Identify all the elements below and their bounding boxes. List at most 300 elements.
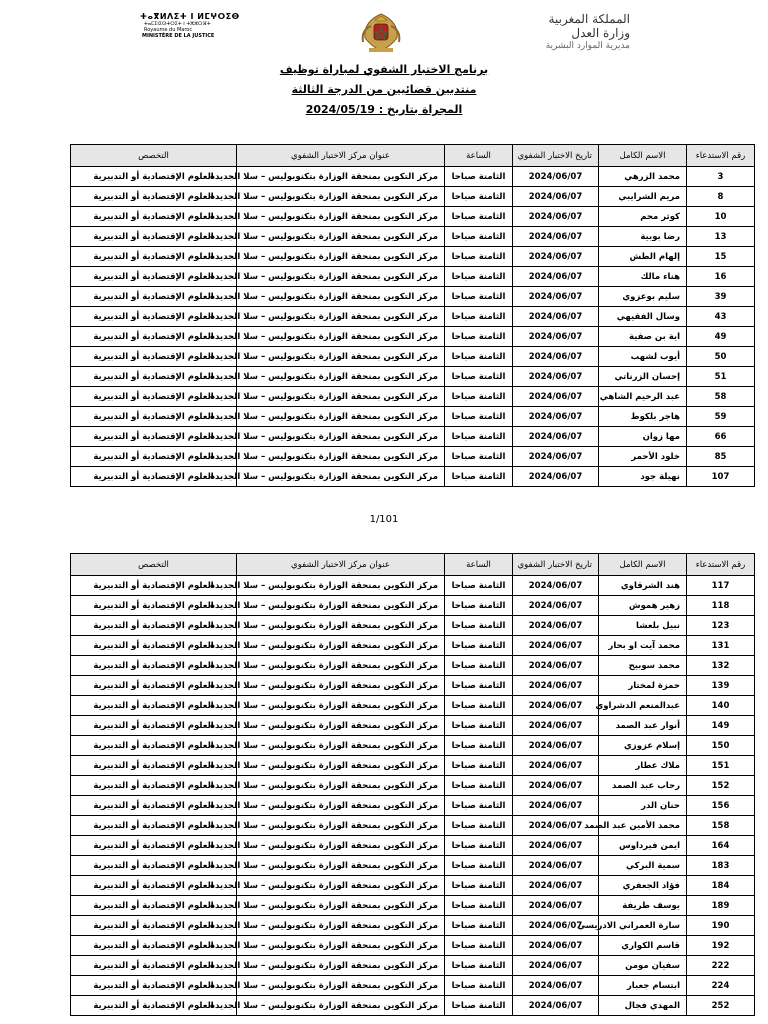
exam-time-cell: الثامنة صباحا <box>445 576 513 596</box>
full-name-cell: هند الشرقاوي <box>599 576 687 596</box>
exam-time-cell: الثامنة صباحا <box>445 916 513 936</box>
exam-address-cell: مركز التكوين بمنحقة الوزارة بتكنوبوليس – سلا الجديدة <box>237 307 445 327</box>
table-row <box>71 736 755 756</box>
header-exam-date: تاريخ الاختبار الشفوي <box>513 554 599 576</box>
ministere-text: MINISTÈRE DE LA JUSTICE <box>142 33 215 39</box>
convocation-number-cell: 131 <box>687 636 755 656</box>
table-row <box>71 287 755 307</box>
table-row <box>71 816 755 836</box>
exam-address-cell: مركز التكوين بمنحقة الوزارة بتكنوبوليس – سلا الجديدة <box>237 287 445 307</box>
exam-address-cell: مركز التكوين بمنحقة الوزارة بتكنوبوليس – سلا الجديدة <box>237 247 445 267</box>
exam-date-cell: 2024/06/07 <box>513 367 599 387</box>
full-name-cell: هاجر بلكوط <box>599 407 687 427</box>
exam-date-cell: 2024/06/07 <box>513 876 599 896</box>
full-name-cell: يوسف طريفة <box>599 896 687 916</box>
header-address: عنوان مركز الاختبار الشفوي <box>237 554 445 576</box>
specialty-cell: العلوم الإقتصادية أو التدبيرية <box>71 776 237 796</box>
header-specialty: التخصص <box>71 554 237 576</box>
table-row <box>71 776 755 796</box>
specialty-cell: العلوم الإقتصادية أو التدبيرية <box>71 816 237 836</box>
convocation-number-cell: 252 <box>687 996 755 1016</box>
exam-date-cell: 2024/06/07 <box>513 187 599 207</box>
exam-date-cell: 2024/06/07 <box>513 776 599 796</box>
specialty-cell: العلوم الإقتصادية أو التدبيرية <box>71 836 237 856</box>
convocation-number-cell: 158 <box>687 816 755 836</box>
table-row <box>71 876 755 896</box>
specialty-cell: العلوم الإقتصادية أو التدبيرية <box>71 696 237 716</box>
exam-date-cell: 2024/06/07 <box>513 596 599 616</box>
exam-address-cell: مركز التكوين بمنحقة الوزارة بتكنوبوليس – سلا الجديدة <box>237 467 445 487</box>
exam-address-cell: مركز التكوين بمنحقة الوزارة بتكنوبوليس – سلا الجديدة <box>237 656 445 676</box>
exam-time-cell: الثامنة صباحا <box>445 996 513 1016</box>
convocation-number-cell: 189 <box>687 896 755 916</box>
header-convocation-number: رقم الاستدعاء <box>687 554 755 576</box>
exam-time-cell: الثامنة صباحا <box>445 327 513 347</box>
header-convocation-number: رقم الاستدعاء <box>687 145 755 167</box>
specialty-cell: العلوم الإقتصادية أو التدبيرية <box>71 716 237 736</box>
specialty-cell: العلوم الإقتصادية أو التدبيرية <box>71 976 237 996</box>
exam-date-cell: 2024/06/07 <box>513 936 599 956</box>
convocation-number-cell: 58 <box>687 387 755 407</box>
specialty-cell: العلوم الإقتصادية أو التدبيرية <box>71 447 237 467</box>
exam-date-cell: 2024/06/07 <box>513 207 599 227</box>
convocation-number-cell: 117 <box>687 576 755 596</box>
exam-date-cell: 2024/06/07 <box>513 267 599 287</box>
exam-date-cell: 2024/06/07 <box>513 447 599 467</box>
exam-address-cell: مركز التكوين بمنحقة الوزارة بتكنوبوليس – سلا الجديدة <box>237 347 445 367</box>
full-name-cell: اية بن صفية <box>599 327 687 347</box>
table-row <box>71 956 755 976</box>
full-name-cell: محمد آيت او بحار <box>599 636 687 656</box>
full-name-cell: إلهام الطش <box>599 247 687 267</box>
header-address: عنوان مركز الاختبار الشفوي <box>237 145 445 167</box>
exam-date-cell: 2024/06/07 <box>513 736 599 756</box>
exam-date-cell: 2024/06/07 <box>513 916 599 936</box>
exam-address-cell: مركز التكوين بمنحقة الوزارة بتكنوبوليس – سلا الجديدة <box>237 447 445 467</box>
table-row <box>71 836 755 856</box>
table-row <box>71 996 755 1016</box>
royaume-text: Royaume du Maroc <box>144 27 193 33</box>
exam-time-cell: الثامنة صباحا <box>445 756 513 776</box>
convocation-number-cell: 190 <box>687 916 755 936</box>
full-name-cell: خلود الأحمر <box>599 447 687 467</box>
exam-address-cell: مركز التكوين بمنحقة الوزارة بتكنوبوليس – سلا الجديدة <box>237 836 445 856</box>
specialty-cell: العلوم الإقتصادية أو التدبيرية <box>71 896 237 916</box>
header-specialty: التخصص <box>71 145 237 167</box>
table-row <box>71 307 755 327</box>
exam-time-cell: الثامنة صباحا <box>445 636 513 656</box>
specialty-cell: العلوم الإقتصادية أو التدبيرية <box>71 187 237 207</box>
exam-date-cell: 2024/06/07 <box>513 956 599 976</box>
ministry-logo-left <box>140 12 240 39</box>
table-row <box>71 636 755 656</box>
exam-address-cell: مركز التكوين بمنحقة الوزارة بتكنوبوليس – سلا الجديدة <box>237 996 445 1016</box>
table-row <box>71 407 755 427</box>
table-row <box>71 896 755 916</box>
specialty-cell: العلوم الإقتصادية أو التدبيرية <box>71 636 237 656</box>
convocation-number-cell: 3 <box>687 167 755 187</box>
exam-time-cell: الثامنة صباحا <box>445 267 513 287</box>
convocation-number-cell: 149 <box>687 716 755 736</box>
table-header-row <box>71 554 755 576</box>
full-name-cell: قاسم الكواري <box>599 936 687 956</box>
exam-date-cell: 2024/06/07 <box>513 427 599 447</box>
specialty-cell: العلوم الإقتصادية أو التدبيرية <box>71 227 237 247</box>
exam-time-cell: الثامنة صباحا <box>445 716 513 736</box>
convocation-number-cell: 16 <box>687 267 755 287</box>
specialty-cell: العلوم الإقتصادية أو التدبيرية <box>71 387 237 407</box>
exam-address-cell: مركز التكوين بمنحقة الوزارة بتكنوبوليس – سلا الجديدة <box>237 427 445 447</box>
exam-time-cell: الثامنة صباحا <box>445 976 513 996</box>
full-name-cell: رحاب عبد الصمد <box>599 776 687 796</box>
full-name-cell: سارة العمراني الادريسي <box>599 916 687 936</box>
table-row <box>71 247 755 267</box>
full-name-cell: فؤاد الجعفري <box>599 876 687 896</box>
table-row <box>71 447 755 467</box>
exam-address-cell: مركز التكوين بمنحقة الوزارة بتكنوبوليس – سلا الجديدة <box>237 956 445 976</box>
specialty-cell: العلوم الإقتصادية أو التدبيرية <box>71 916 237 936</box>
candidates-table-page1 <box>70 144 755 487</box>
table-header-row <box>71 145 755 167</box>
table-row <box>71 187 755 207</box>
exam-time-cell: الثامنة صباحا <box>445 367 513 387</box>
exam-date-cell: 2024/06/07 <box>513 656 599 676</box>
convocation-number-cell: 132 <box>687 656 755 676</box>
table-row <box>71 167 755 187</box>
exam-time-cell: الثامنة صباحا <box>445 167 513 187</box>
exam-address-cell: مركز التكوين بمنحقة الوزارة بتكنوبوليس – سلا الجديدة <box>237 596 445 616</box>
exam-address-cell: مركز التكوين بمنحقة الوزارة بتكنوبوليس – سلا الجديدة <box>237 816 445 836</box>
exam-time-cell: الثامنة صباحا <box>445 467 513 487</box>
exam-date-cell: 2024/06/07 <box>513 227 599 247</box>
convocation-number-cell: 152 <box>687 776 755 796</box>
exam-date-cell: 2024/06/07 <box>513 167 599 187</box>
document-titles <box>200 60 568 120</box>
exam-address-cell: مركز التكوين بمنحقة الوزارة بتكنوبوليس – سلا الجديدة <box>237 876 445 896</box>
header-exam-date: تاريخ الاختبار الشفوي <box>513 145 599 167</box>
specialty-cell: العلوم الإقتصادية أو التدبيرية <box>71 856 237 876</box>
full-name-cell: ايمن فيرداوس <box>599 836 687 856</box>
table-row <box>71 387 755 407</box>
exam-time-cell: الثامنة صباحا <box>445 816 513 836</box>
full-name-cell: سليم بوعزوي <box>599 287 687 307</box>
table-row <box>71 936 755 956</box>
table-row <box>71 347 755 367</box>
specialty-cell: العلوم الإقتصادية أو التدبيرية <box>71 956 237 976</box>
full-name-cell: حمزة لمختار <box>599 676 687 696</box>
specialty-cell: العلوم الإقتصادية أو التدبيرية <box>71 327 237 347</box>
exam-date-cell: 2024/06/07 <box>513 796 599 816</box>
exam-date-cell: 2024/06/07 <box>513 716 599 736</box>
specialty-cell: العلوم الإقتصادية أو التدبيرية <box>71 616 237 636</box>
convocation-number-cell: 85 <box>687 447 755 467</box>
convocation-number-cell: 140 <box>687 696 755 716</box>
full-name-cell: مها زوان <box>599 427 687 447</box>
specialty-cell: العلوم الإقتصادية أو التدبيرية <box>71 467 237 487</box>
full-name-cell: نهيلة جود <box>599 467 687 487</box>
exam-date-cell: 2024/06/07 <box>513 856 599 876</box>
exam-time-cell: الثامنة صباحا <box>445 307 513 327</box>
title-line1: برنامج الاختبار الشفوي لمباراة توظيف <box>279 63 489 76</box>
exam-date-cell: 2024/06/07 <box>513 407 599 427</box>
convocation-number-cell: 50 <box>687 347 755 367</box>
exam-address-cell: مركز التكوين بمنحقة الوزارة بتكنوبوليس – سلا الجديدة <box>237 227 445 247</box>
exam-time-cell: الثامنة صباحا <box>445 427 513 447</box>
convocation-number-cell: 107 <box>687 467 755 487</box>
specialty-cell: العلوم الإقتصادية أو التدبيرية <box>71 996 237 1016</box>
exam-time-cell: الثامنة صباحا <box>445 287 513 307</box>
ministry-text: وزارة العدل <box>571 26 630 40</box>
specialty-cell: العلوم الإقتصادية أو التدبيرية <box>71 247 237 267</box>
tifinagh-line1: ⵜⴰⴳⵍⴷⵉⵜ ⵏ ⵍⵎⵖⵔⵉⴱ <box>140 12 240 21</box>
specialty-cell: العلوم الإقتصادية أو التدبيرية <box>71 756 237 776</box>
table-row <box>71 327 755 347</box>
exam-date-cell: 2024/06/07 <box>513 896 599 916</box>
specialty-cell: العلوم الإقتصادية أو التدبيرية <box>71 367 237 387</box>
full-name-cell: هناء مالك <box>599 267 687 287</box>
specialty-cell: العلوم الإقتصادية أو التدبيرية <box>71 676 237 696</box>
exam-date-cell: 2024/06/07 <box>513 387 599 407</box>
exam-time-cell: الثامنة صباحا <box>445 227 513 247</box>
full-name-cell: زهير هموش <box>599 596 687 616</box>
exam-time-cell: الثامنة صباحا <box>445 736 513 756</box>
table-row <box>71 696 755 716</box>
table-row <box>71 207 755 227</box>
exam-address-cell: مركز التكوين بمنحقة الوزارة بتكنوبوليس – سلا الجديدة <box>237 327 445 347</box>
table-row <box>71 596 755 616</box>
table-row <box>71 796 755 816</box>
exam-time-cell: الثامنة صباحا <box>445 387 513 407</box>
table-row <box>71 676 755 696</box>
exam-address-cell: مركز التكوين بمنحقة الوزارة بتكنوبوليس – سلا الجديدة <box>237 207 445 227</box>
convocation-number-cell: 224 <box>687 976 755 996</box>
full-name-cell: سفيان مومن <box>599 956 687 976</box>
convocation-number-cell: 184 <box>687 876 755 896</box>
full-name-cell: ملاك عطار <box>599 756 687 776</box>
tifinagh-line2: ⵜⴰⵎⵉⵏⵉⵙⵜⵔⵉⵜ ⵏ ⵜⵣⵣⵔⴼⵜ <box>144 21 211 27</box>
exam-date-cell: 2024/06/07 <box>513 816 599 836</box>
exam-address-cell: مركز التكوين بمنحقة الوزارة بتكنوبوليس – سلا الجديدة <box>237 636 445 656</box>
exam-time-cell: الثامنة صباحا <box>445 247 513 267</box>
candidates-table-page2 <box>70 553 755 1016</box>
exam-address-cell: مركز التكوين بمنحقة الوزارة بتكنوبوليس – سلا الجديدة <box>237 407 445 427</box>
full-name-cell: كوثر محم <box>599 207 687 227</box>
specialty-cell: العلوم الإقتصادية أو التدبيرية <box>71 207 237 227</box>
convocation-number-cell: 150 <box>687 736 755 756</box>
exam-time-cell: الثامنة صباحا <box>445 836 513 856</box>
convocation-number-cell: 192 <box>687 936 755 956</box>
header-time: الساعة <box>445 554 513 576</box>
convocation-number-cell: 151 <box>687 756 755 776</box>
convocation-number-cell: 13 <box>687 227 755 247</box>
convocation-number-cell: 118 <box>687 596 755 616</box>
exam-time-cell: الثامنة صباحا <box>445 776 513 796</box>
table-row <box>71 616 755 636</box>
exam-date-cell: 2024/06/07 <box>513 996 599 1016</box>
exam-address-cell: مركز التكوين بمنحقة الوزارة بتكنوبوليس – سلا الجديدة <box>237 916 445 936</box>
convocation-number-cell: 15 <box>687 247 755 267</box>
exam-time-cell: الثامنة صباحا <box>445 596 513 616</box>
exam-address-cell: مركز التكوين بمنحقة الوزارة بتكنوبوليس – سلا الجديدة <box>237 387 445 407</box>
exam-address-cell: مركز التكوين بمنحقة الوزارة بتكنوبوليس – سلا الجديدة <box>237 936 445 956</box>
full-name-cell: أنوار عبد الصمد <box>599 716 687 736</box>
full-name-cell: إحسان الزرناتي <box>599 367 687 387</box>
convocation-number-cell: 39 <box>687 287 755 307</box>
specialty-cell: العلوم الإقتصادية أو التدبيرية <box>71 307 237 327</box>
exam-date-cell: 2024/06/07 <box>513 347 599 367</box>
exam-time-cell: الثامنة صباحا <box>445 856 513 876</box>
exam-time-cell: الثامنة صباحا <box>445 656 513 676</box>
table-row <box>71 976 755 996</box>
convocation-number-cell: 51 <box>687 367 755 387</box>
exam-date-cell: 2024/06/07 <box>513 836 599 856</box>
specialty-cell: العلوم الإقتصادية أو التدبيرية <box>71 596 237 616</box>
full-name-cell: وسال الفقيهي <box>599 307 687 327</box>
convocation-number-cell: 59 <box>687 407 755 427</box>
page-number: 1/101 <box>369 514 399 525</box>
exam-address-cell: مركز التكوين بمنحقة الوزارة بتكنوبوليس – سلا الجديدة <box>237 696 445 716</box>
exam-time-cell: الثامنة صباحا <box>445 347 513 367</box>
convocation-number-cell: 43 <box>687 307 755 327</box>
table-row <box>71 576 755 596</box>
specialty-cell: العلوم الإقتصادية أو التدبيرية <box>71 347 237 367</box>
table-row <box>71 716 755 736</box>
convocation-number-cell: 156 <box>687 796 755 816</box>
table-row <box>71 916 755 936</box>
specialty-cell: العلوم الإقتصادية أو التدبيرية <box>71 936 237 956</box>
header-full-name: الاسم الكامل <box>599 554 687 576</box>
exam-address-cell: مركز التكوين بمنحقة الوزارة بتكنوبوليس – سلا الجديدة <box>237 367 445 387</box>
exam-date-cell: 2024/06/07 <box>513 976 599 996</box>
exam-date-cell: 2024/06/07 <box>513 307 599 327</box>
full-name-cell: رضا بوبية <box>599 227 687 247</box>
exam-time-cell: الثامنة صباحا <box>445 616 513 636</box>
exam-time-cell: الثامنة صباحا <box>445 187 513 207</box>
convocation-number-cell: 139 <box>687 676 755 696</box>
specialty-cell: العلوم الإقتصادية أو التدبيرية <box>71 796 237 816</box>
exam-date-cell: 2024/06/07 <box>513 696 599 716</box>
full-name-cell: ابتسام جعبار <box>599 976 687 996</box>
exam-address-cell: مركز التكوين بمنحقة الوزارة بتكنوبوليس – سلا الجديدة <box>237 576 445 596</box>
table-body <box>71 167 755 487</box>
exam-address-cell: مركز التكوين بمنحقة الوزارة بتكنوبوليس – سلا الجديدة <box>237 676 445 696</box>
exam-address-cell: مركز التكوين بمنحقة الوزارة بتكنوبوليس – سلا الجديدة <box>237 756 445 776</box>
exam-time-cell: الثامنة صباحا <box>445 896 513 916</box>
convocation-number-cell: 49 <box>687 327 755 347</box>
exam-date-cell: 2024/06/07 <box>513 287 599 307</box>
convocation-number-cell: 222 <box>687 956 755 976</box>
exam-time-cell: الثامنة صباحا <box>445 207 513 227</box>
convocation-number-cell: 66 <box>687 427 755 447</box>
full-name-cell: محمد سوبيح <box>599 656 687 676</box>
specialty-cell: العلوم الإقتصادية أو التدبيرية <box>71 876 237 896</box>
table-row <box>71 427 755 447</box>
convocation-number-cell: 8 <box>687 187 755 207</box>
full-name-cell: محمد الأمين عبد الصمد <box>599 816 687 836</box>
exam-address-cell: مركز التكوين بمنحقة الوزارة بتكنوبوليس – سلا الجديدة <box>237 776 445 796</box>
exam-time-cell: الثامنة صباحا <box>445 876 513 896</box>
exam-address-cell: مركز التكوين بمنحقة الوزارة بتكنوبوليس – سلا الجديدة <box>237 716 445 736</box>
specialty-cell: العلوم الإقتصادية أو التدبيرية <box>71 736 237 756</box>
exam-date-cell: 2024/06/07 <box>513 247 599 267</box>
full-name-cell: المهدي فجال <box>599 996 687 1016</box>
exam-address-cell: مركز التكوين بمنحقة الوزارة بتكنوبوليس – سلا الجديدة <box>237 167 445 187</box>
exam-date-cell: 2024/06/07 <box>513 616 599 636</box>
full-name-cell: إسلام عزوزي <box>599 736 687 756</box>
table-body <box>71 576 755 1016</box>
specialty-cell: العلوم الإقتصادية أو التدبيرية <box>71 656 237 676</box>
exam-address-cell: مركز التكوين بمنحقة الوزارة بتكنوبوليس – سلا الجديدة <box>237 976 445 996</box>
exam-time-cell: الثامنة صباحا <box>445 956 513 976</box>
exam-date-cell: 2024/06/07 <box>513 756 599 776</box>
full-name-cell: محمد الزرهي <box>599 167 687 187</box>
convocation-number-cell: 10 <box>687 207 755 227</box>
exam-address-cell: مركز التكوين بمنحقة الوزارة بتكنوبوليس – سلا الجديدة <box>237 736 445 756</box>
header-time: الساعة <box>445 145 513 167</box>
table-row <box>71 856 755 876</box>
specialty-cell: العلوم الإقتصادية أو التدبيرية <box>71 576 237 596</box>
exam-address-cell: مركز التكوين بمنحقة الوزارة بتكنوبوليس – سلا الجديدة <box>237 856 445 876</box>
directorate-text: مديرية الموارد البشرية <box>545 41 630 51</box>
full-name-cell: عبد الرحيم الشاهي <box>599 387 687 407</box>
specialty-cell: العلوم الإقتصادية أو التدبيرية <box>71 427 237 447</box>
exam-date-cell: 2024/06/07 <box>513 636 599 656</box>
full-name-cell: مريم الشرايبي <box>599 187 687 207</box>
exam-time-cell: الثامنة صباحا <box>445 676 513 696</box>
title-line2: منتدبين قضائيين من الدرجة الثالثة <box>291 83 477 96</box>
exam-time-cell: الثامنة صباحا <box>445 796 513 816</box>
convocation-number-cell: 123 <box>687 616 755 636</box>
full-name-cell: أيوب لشهب <box>599 347 687 367</box>
full-name-cell: حنان الدر <box>599 796 687 816</box>
table-row <box>71 227 755 247</box>
coat-of-arms-icon <box>357 8 405 56</box>
table-row <box>71 656 755 676</box>
convocation-number-cell: 164 <box>687 836 755 856</box>
exam-address-cell: مركز التكوين بمنحقة الوزارة بتكنوبوليس – سلا الجديدة <box>237 187 445 207</box>
exam-address-cell: مركز التكوين بمنحقة الوزارة بتكنوبوليس – سلا الجديدة <box>237 267 445 287</box>
exam-address-cell: مركز التكوين بمنحقة الوزارة بتكنوبوليس – سلا الجديدة <box>237 896 445 916</box>
ministry-logo-right <box>530 12 630 52</box>
convocation-number-cell: 183 <box>687 856 755 876</box>
exam-date-cell: 2024/06/07 <box>513 676 599 696</box>
title-line3: المجراة بتاريخ : 2024/05/19 <box>305 103 463 116</box>
full-name-cell: سمية البركي <box>599 856 687 876</box>
exam-address-cell: مركز التكوين بمنحقة الوزارة بتكنوبوليس – سلا الجديدة <box>237 796 445 816</box>
exam-date-cell: 2024/06/07 <box>513 327 599 347</box>
specialty-cell: العلوم الإقتصادية أو التدبيرية <box>71 267 237 287</box>
exam-date-cell: 2024/06/07 <box>513 467 599 487</box>
exam-time-cell: الثامنة صباحا <box>445 696 513 716</box>
full-name-cell: نبيل بلعشا <box>599 616 687 636</box>
header-full-name: الاسم الكامل <box>599 145 687 167</box>
exam-date-cell: 2024/06/07 <box>513 576 599 596</box>
exam-time-cell: الثامنة صباحا <box>445 407 513 427</box>
specialty-cell: العلوم الإقتصادية أو التدبيرية <box>71 407 237 427</box>
kingdom-text: المملكة المغربية <box>548 12 630 26</box>
table-row <box>71 467 755 487</box>
table-row <box>71 267 755 287</box>
specialty-cell: العلوم الإقتصادية أو التدبيرية <box>71 287 237 307</box>
document-header <box>0 0 768 140</box>
specialty-cell: العلوم الإقتصادية أو التدبيرية <box>71 167 237 187</box>
table-row <box>71 756 755 776</box>
exam-time-cell: الثامنة صباحا <box>445 936 513 956</box>
exam-address-cell: مركز التكوين بمنحقة الوزارة بتكنوبوليس – سلا الجديدة <box>237 616 445 636</box>
exam-time-cell: الثامنة صباحا <box>445 447 513 467</box>
table-row <box>71 367 755 387</box>
full-name-cell: عبدالمنعم الدشراوي <box>599 696 687 716</box>
